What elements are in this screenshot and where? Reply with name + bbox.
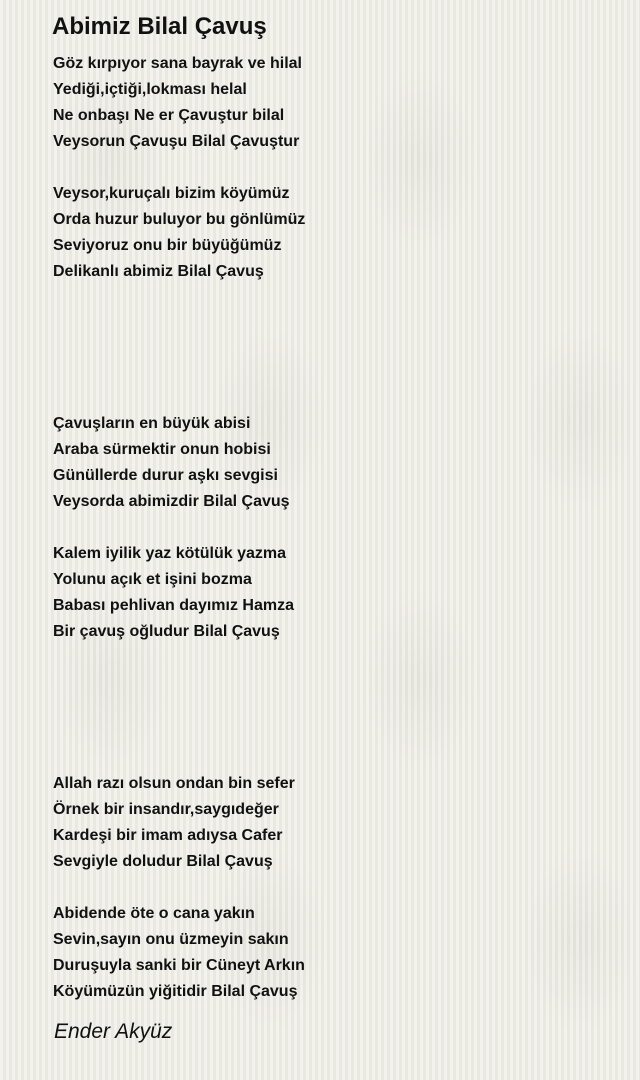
poem-line: Yediği,içtiği,lokması helal: [53, 81, 247, 98]
poem-line: Veysorda abimizdir Bilal Çavuş: [53, 493, 290, 510]
poem-line: Günüllerde durur aşkı sevgisi: [53, 467, 278, 484]
poem-line: Veysorun Çavuşu Bilal Çavuştur: [53, 133, 300, 150]
poem-line: Veysor,kuruçalı bizim köyümüz: [53, 185, 290, 202]
poem-line: Çavuşların en büyük abisi: [53, 415, 251, 432]
poem-line: Araba sürmektir onun hobisi: [53, 441, 271, 458]
poem-line: Kardeşi bir imam adıysa Cafer: [53, 827, 283, 844]
poem-line: Sevin,sayın onu üzmeyin sakın: [53, 931, 289, 948]
poem-line: Allah razı olsun ondan bin sefer: [53, 775, 295, 792]
poem-line: Ne onbaşı Ne er Çavuştur bilal: [53, 107, 285, 124]
poem-line: Delikanlı abimiz Bilal Çavuş: [53, 263, 264, 280]
poem-line: Duruşuyla sanki bir Cüneyt Arkın: [53, 957, 305, 974]
poem-title: Abimiz Bilal Çavuş: [52, 13, 267, 40]
poem-line: Köyümüzün yiğitidir Bilal Çavuş: [53, 983, 298, 1000]
poem-line: Abidende öte o cana yakın: [53, 905, 255, 922]
stanza-4: [53, 541, 294, 645]
poem-line: Örnek bir insandır,saygıdeğer: [53, 801, 279, 818]
stanza-1: [53, 51, 302, 155]
stanza-6: [53, 901, 305, 1005]
poem-line: Seviyoruz onu bir büyüğümüz: [53, 237, 282, 254]
poem-line: Orda huzur buluyor bu gönlümüz: [53, 211, 306, 228]
stanza-5: [53, 771, 295, 875]
poem-author: Ender Akyüz: [54, 1020, 173, 1043]
stanza-3: [53, 411, 290, 515]
poem-line: Bir çavuş oğludur Bilal Çavuş: [53, 623, 280, 640]
poem-line: Göz kırpıyor sana bayrak ve hilal: [53, 55, 302, 72]
poem-line: Yolunu açık et işini bozma: [53, 571, 252, 588]
poem-line: Kalem iyilik yaz kötülük yazma: [53, 545, 286, 562]
poem-line: Sevgiyle doludur Bilal Çavuş: [53, 853, 273, 870]
poem-line: Babası pehlivan dayımız Hamza: [53, 597, 294, 614]
stanza-2: [53, 181, 305, 285]
